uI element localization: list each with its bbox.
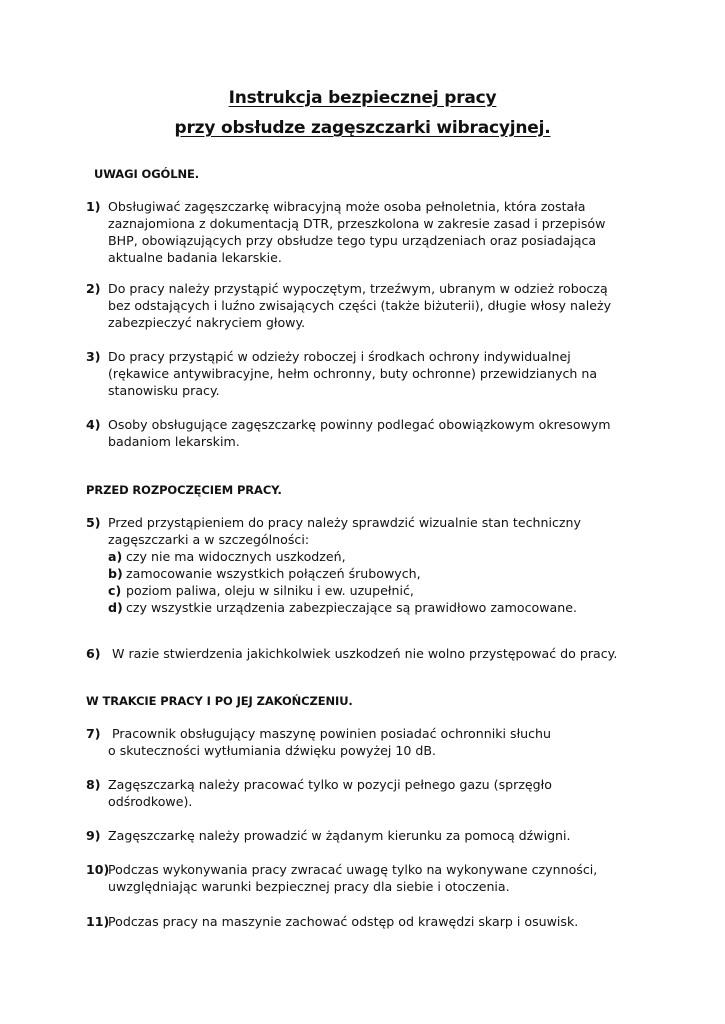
item-line: Do pracy należy przystąpić wypoczętym, trzeźwym, ubranym w odzież roboczą	[108, 281, 608, 296]
item-line: Obsługiwać zagęszczarkę wibracyjną może osoba pełnoletnia, która została	[108, 199, 586, 214]
item-number: 10)	[86, 862, 110, 877]
item-number: 11)	[86, 914, 110, 929]
item-line: badaniom lekarskim.	[108, 434, 240, 449]
item-line: Podczas wykonywania pracy zwracać uwagę tylko na wykonywane czynności,	[108, 862, 598, 877]
document-title-line-1: Instrukcja bezpiecznej pracy	[228, 88, 497, 108]
item-text	[108, 280, 653, 331]
item-number: 3)	[86, 349, 101, 364]
item-line: odśrodkowe).	[108, 794, 193, 809]
item-text	[112, 645, 657, 662]
item-number: 9)	[86, 828, 101, 843]
sub-item	[108, 565, 653, 582]
sub-item	[108, 599, 653, 616]
item-line: bez odstających i luźno zwisających części (także biżuterii), długie włosy należy	[108, 298, 612, 313]
item-line: Osoby obsługujące zagęszczarkę powinny podlegać obowiązkowym okresowym	[108, 417, 611, 432]
item-number: 6)	[86, 646, 101, 661]
item-number: 2)	[86, 281, 101, 296]
sub-item-letter: d)	[108, 600, 123, 615]
sub-item-text: czy wszystkie urządzenia zabezpieczające są prawidłowo zamocowane.	[126, 600, 578, 615]
item-text	[108, 416, 653, 450]
item-line: zagęszczarki a w szczególności:	[108, 532, 310, 547]
item-text	[108, 913, 653, 930]
item-line: Podczas pracy na maszynie zachować odstęp od krawędzi skarp i osuwisk.	[108, 914, 579, 929]
item-line: BHP, obowiązujących przy obsłudze tego typu urządzeniach oraz posiadająca	[108, 233, 597, 248]
item-text	[108, 514, 653, 616]
sub-item-text: zamocowanie wszystkich połączeń śrubowych,	[126, 566, 421, 581]
sub-item-letter: b)	[108, 566, 123, 581]
item-text	[108, 827, 653, 844]
item-text	[108, 198, 653, 266]
item-line: W razie stwierdzenia jakichkolwiek uszkodzeń nie wolno przystępować do pracy.	[112, 646, 618, 661]
item-line: aktualne badania lekarskie.	[108, 250, 282, 265]
item-line: zaznajomiona z dokumentacją DTR, przeszkolona w zakresie zasad i przepisów	[108, 216, 606, 231]
item-text	[108, 861, 653, 895]
item-line: Zagęszczarkę należy prowadzić w żądanym kierunku za pomocą dźwigni.	[108, 828, 571, 843]
sub-item-text: czy nie ma widocznych uszkodzeń,	[126, 549, 346, 564]
item-number: 8)	[86, 777, 101, 792]
sub-item	[108, 548, 653, 565]
sub-item-text: poziom paliwa, oleju w silniku i ew. uzupełnić,	[126, 583, 414, 598]
sub-item-letter: c)	[108, 583, 122, 598]
item-text	[108, 776, 653, 810]
section-heading-general: UWAGI OGÓLNE.	[94, 167, 199, 181]
sub-item	[108, 582, 653, 599]
item-number: 5)	[86, 515, 101, 530]
item-line: stanowisku pracy.	[108, 383, 220, 398]
sub-item-letter: a)	[108, 549, 123, 564]
item-line: Zagęszczarką należy pracować tylko w pozycji pełnego gazu (sprzęgło	[108, 777, 552, 792]
item-number: 4)	[86, 417, 101, 432]
item-line: o skuteczności wytłumiania dźwięku powyżej 10 dB.	[108, 743, 437, 758]
item-number: 1)	[86, 199, 101, 214]
document-title-line-2: przy obsłudze zagęszczarki wibracyjnej.	[174, 118, 551, 138]
item-line: Przed przystąpieniem do pracy należy sprawdzić wizualnie stan techniczny	[108, 515, 581, 530]
item-text	[108, 348, 653, 399]
item-line: uwzględniając warunki bezpiecznej pracy dla siebie i otoczenia.	[108, 879, 510, 894]
item-line: zabezpieczyć nakryciem głowy.	[108, 315, 306, 330]
section-heading-before-work: PRZED ROZPOCZĘCIEM PRACY.	[86, 483, 282, 497]
item-line: (rękawice antywibracyjne, hełm ochronny, buty ochronne) przewidzianych na	[108, 366, 598, 381]
item-text	[108, 725, 653, 759]
item-number: 7)	[86, 726, 101, 741]
item-line: Pracownik obsługujący maszynę powinien posiadać ochronniki słuchu	[112, 726, 552, 741]
section-heading-during-work: W TRAKCIE PRACY I PO JEJ ZAKOŃCZENIU.	[86, 694, 353, 708]
item-line: Do pracy przystąpić w odzieży roboczej i środkach ochrony indywidualnej	[108, 349, 571, 364]
